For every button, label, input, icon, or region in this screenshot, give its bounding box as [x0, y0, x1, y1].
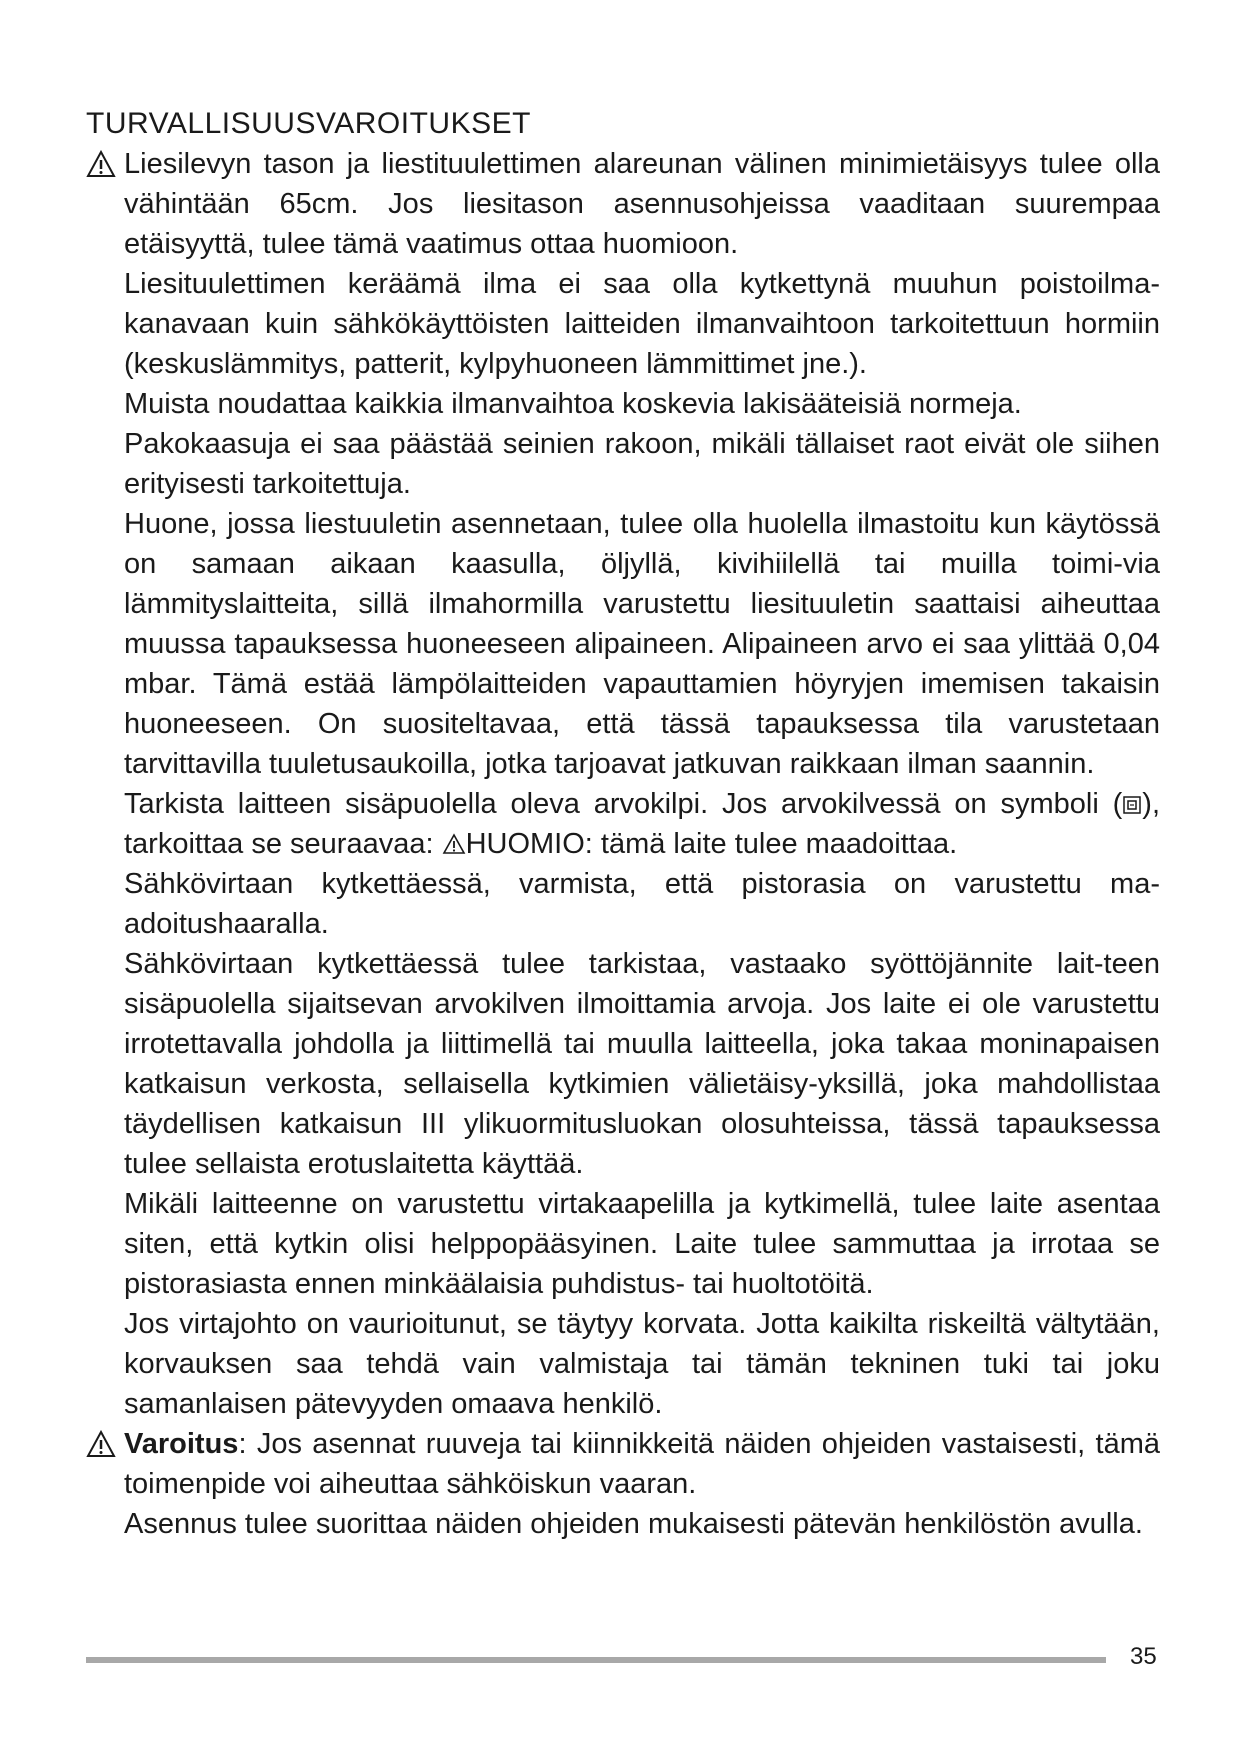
warning-triangle-icon [86, 1430, 116, 1458]
safety-section-warning [86, 1424, 1160, 1544]
paragraph-room-ventilation: Huone, jossa liestuuletin asennetaan, tulee olla huolella ilmastoitu kun käytössä on samaan aikaan kaasulla, öljyllä, kivihiilellä tai muilla toimi-via lämmityslaitteita, sillä ilmahormilla varustettu liesituuletin saattaisi aiheuttaa muussa tapauksessa huoneeseen alipaineen. Alipaineen arvo ei saa ylittää 0,04 mbar. Tämä estää lämpölaitteiden vapauttamien höyryjen imemisen takaisin huoneeseen. On suositeltavaa, että tässä tapauksessa tila varustetaan tarvittavilla tuuletusaukoilla, jotka tarjoavat jatkuvan raikkaan ilman saannin. [124, 508, 1160, 780]
warning-label: Varoitus [124, 1428, 239, 1460]
rating-plate-text-after: HUOMIO: tämä laite tulee maadoittaa. [465, 828, 958, 860]
paragraph-damaged-cord: Jos virtajohto on vaurioitunut, se täytyy korvata. Jotta kaikilta riskeiltä vältytään, korvauksen saa tehdä vain valmistaja tai tämän tekninen tuki tai joku samanlaisen pätevyyden omaava henkilö. [124, 1308, 1160, 1420]
paragraph-rating-plate [124, 784, 1160, 864]
paragraph-exhaust-duct: Liesituulettimen keräämä ilma ei saa olla kytkettynä muuhun poistoilma-kanavaan kuin sähkökäyttöisten laitteiden ilmanvaihtoon tarkoitettuun hormiin (keskuslämmitys, patterit, kylpyhuoneen lämmittimet jne.). [124, 268, 1160, 380]
rating-plate-text-before: Tarkista laitteen sisäpuolella oleva arvokilpi. Jos arvokilvessä on symboli ( [124, 788, 1123, 820]
footer-rule [86, 1657, 1106, 1663]
paragraph-supply-voltage: Sähkövirtaan kytkettäessä tulee tarkistaa, vastaako syöttöjännite lait-teen sisäpuolella sijaitsevan arvokilven ilmoittamia arvoja. Jos laite ei ole varustettu irrotettavalla johdolla ja liittimellä tai muulla laitteella, joka takaa moninapaisen katkaisun verkosta, sellaisella kytkimien välietäisy-yksillä, joka mahdollistaa täydellisen katkaisun III ylikuormitusluokan olosuhteissa, tässä tapauksessa tulee sellaista erotuslaitetta käyttää. [124, 948, 1160, 1180]
ground-symbol-icon [1122, 795, 1142, 815]
paragraph-exhaust-gases: Pakokaasuja ei saa päästää seinien rakoon, mikäli tällaiset raot eivät ole siihen erityisesti tarkoitettuja. [124, 428, 1160, 500]
paragraph-qualified-installation: Asennus tulee suorittaa näiden ohjeiden mukaisesti pätevän henkilöstön avulla. [124, 1508, 1143, 1540]
rating-plate-text-middle: ), tarkoittaa se seuraavaa: [124, 788, 1160, 860]
safety-section-general [86, 144, 1160, 1424]
warning-text: : Jos asennat ruuveja tai kiinnikkeitä näiden ohjeiden vastaisesti, tämä toimenpide voi aiheuttaa sähköiskun vaaran. [124, 1428, 1160, 1500]
paragraph-power-cable-switch: Mikäli laitteenne on varustettu virtakaapelilla ja kytkimellä, tulee laite asentaa siten, että kytkin olisi helppopääsyinen. Laite tulee sammuttaa ja irrotaa se pistorasiasta ennen minkäälaisia puhdistus- tai huoltotöitä. [124, 1188, 1160, 1300]
document-page [86, 104, 1160, 1544]
paragraph-screw-warning [124, 1424, 1160, 1504]
warning-triangle-icon [442, 833, 466, 855]
warning-triangle-icon [86, 150, 116, 178]
paragraph-grounded-socket: Sähkövirtaan kytkettäessä, varmista, että pistorasia on varustettu ma-adoitushaaralla. [124, 868, 1160, 940]
paragraph-regulations: Muista noudattaa kaikkia ilmanvaihtoa koskevia lakisääteisiä normeja. [124, 388, 1022, 420]
page-number: 35 [1130, 1643, 1157, 1670]
paragraph-min-distance: Liesilevyn tason ja liestituulettimen alareunan välinen minimietäisyys tulee olla vähintään 65cm. Jos liesitason asennusohjeissa vaaditaan suurempaa etäisyyttä, tulee tämä vaatimus ottaa huomioon. [124, 148, 1160, 260]
page-title: TURVALLISUUSVAROITUKSET [86, 107, 531, 140]
